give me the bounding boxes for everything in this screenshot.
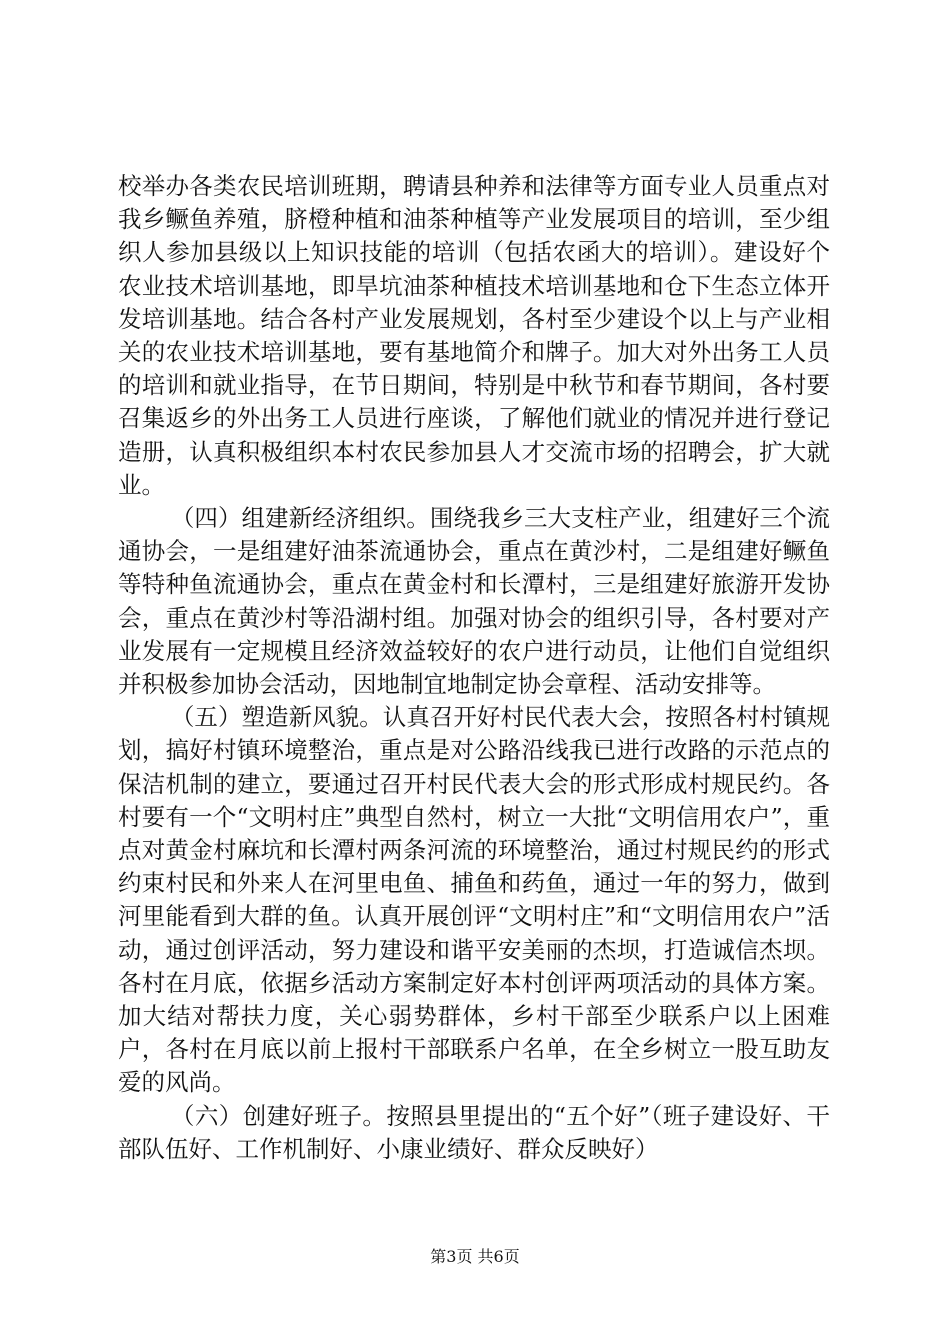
paragraph-leadership-team: （六）创建好班子。按照县里提出的“五个好”（班子建设好、干部队伍好、工作机制好、小康业绩好、群众反映好） [118,1101,830,1163]
page-number-footer: 第3页 共6页 [430,1247,520,1266]
paragraph-new-style: （五）塑造新风貌。认真召开好村民代表大会，按照各村村镇规划，搞好村镇环境整治，重点是对公路沿线我已进行改路的示范点的保洁机制的建立，要通过召开村民代表大会的形式形成村规民约。各村要有一个“文明村庄”典型自然村，树立一大批“文明信用农户”，重点对黄金村麻坑和长潭村两条河流的环境整治，通过村规民约的形式约束村民和外来人在河里电鱼、捕鱼和药鱼，通过一年的努力，做到河里能看到大群的鱼。认真开展创评“文明村庄”和“文明信用农户”活动，通过创评活动，努力建设和谐平安美丽的杰坝，打造诚信杰坝。各村在月底，依据乡活动方案制定好本村创评两项活动的具体方案。加大结对帮扶力度，关心弱势群体，乡村干部至少联系户以上困难户，各村在月底以前上报村干部联系户名单，在全乡树立一股互助友爱的风尚。 [118,703,830,1097]
document-body [118,170,830,1166]
paragraph-training: 校举办各类农民培训班期，聘请县种养和法律等方面专业人员重点对我乡鳜鱼养殖，脐橙种植和油茶种植等产业发展项目的培训，至少组织人参加县级以上知识技能的培训（包括农函大的培训）。建设好个农业技术培训基地，即旱坑油茶种植技术培训基地和仓下生态立体开发培训基地。结合各村产业发展规划，各村至少建设个以上与产业相关的农业技术培训基地，要有基地简介和牌子。加大对外出务工人员的培训和就业指导，在节日期间，特别是中秋节和春节期间，各村要召集返乡的外出务工人员进行座谈，了解他们就业的情况并进行登记造册，认真积极组织本村农民参加县人才交流市场的招聘会，扩大就业。 [118,172,830,499]
paragraph-economic-organization: （四）组建新经济组织。围绕我乡三大支柱产业，组建好三个流通协会，一是组建好油茶流通协会，重点在黄沙村，二是组建好鳜鱼等特种鱼流通协会，重点在黄金村和长潭村，三是组建好旅游开发协会，重点在黄沙村等沿湖村组。加强对协会的组织引导，各村要对产业发展有一定规模且经济效益较好的农户进行动员，让他们自觉组织并积极参加协会活动，因地制宜地制定协会章程、活动安排等。 [118,504,830,699]
